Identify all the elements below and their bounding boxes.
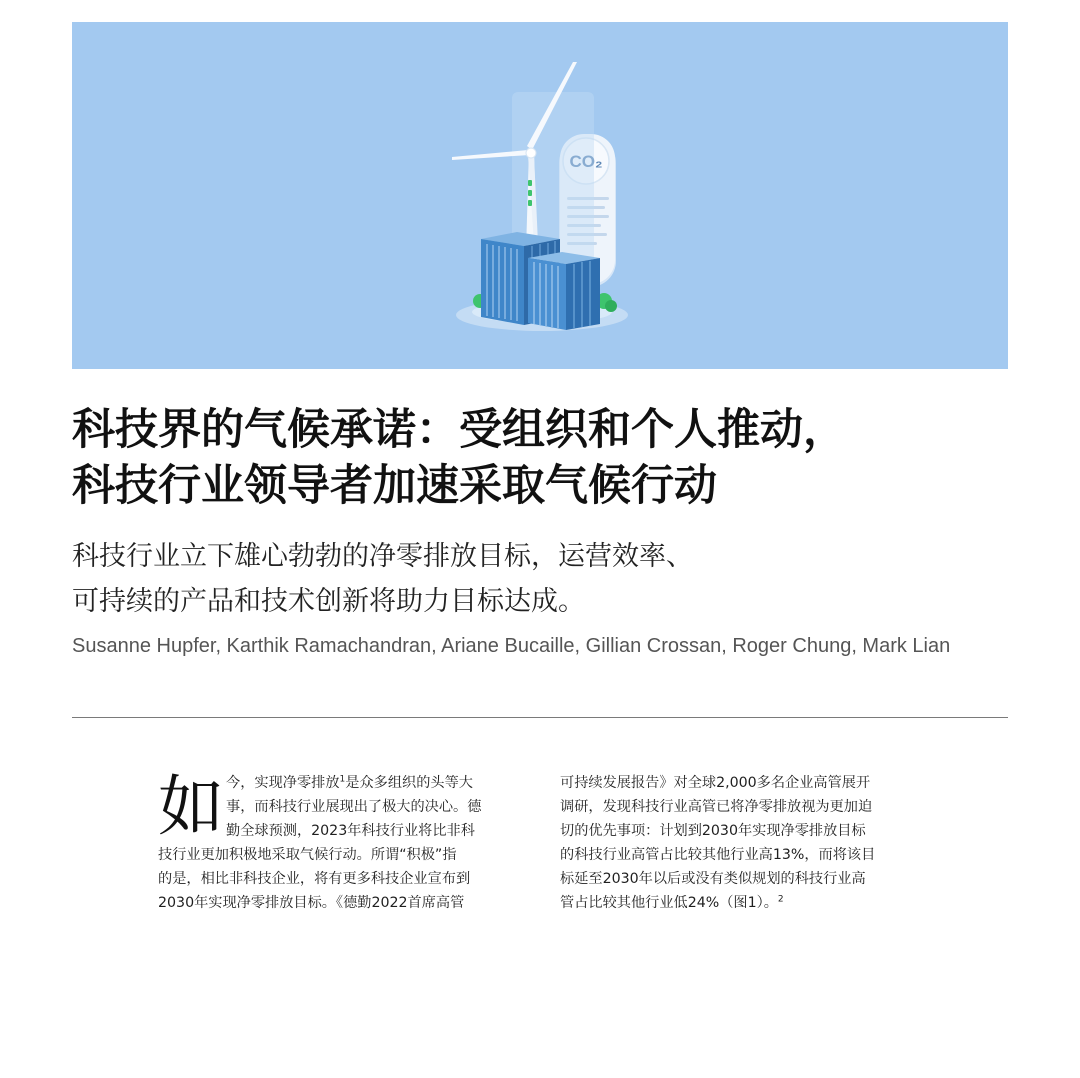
body-column-2 [560,771,930,915]
body-line: 的科技行业高管占比较其他行业高13%，而将该目 [560,847,876,863]
title-line-1: 科技界的气候承诺：受组织和个人推动， [72,405,846,455]
authors-byline: Susanne Hupfer, Karthik Ramachandran, Ariane Bucaille, Gillian Crossan, Roger Chung, Mark Lian [72,635,951,657]
co2-label: CO₂ [569,152,603,171]
body-line: 技行业更加积极地采取气候行动。所谓“积极”指 [158,847,457,863]
title-line-2: 科技行业领导者加速采取气候行动 [72,461,717,511]
subtitle-line-2: 可持续的产品和技术创新将助力目标达成。 [72,586,585,617]
wind-datacenter-illustration [72,22,1008,369]
body-line: 2030年实现净零排放目标。《德勤2022首席高管 [158,895,465,911]
body-column-1 [158,768,510,915]
footnote-ref-2[interactable]: 2 [777,894,784,905]
footnote-ref-1[interactable]: 1 [339,774,346,785]
body-line: 管占比较其他行业低24%（图1）。$^2$ [560,894,784,911]
drop-cap: 如 [158,768,224,845]
body-line: 的是，相比非科技企业，将有更多科技企业宣布到 [158,871,471,887]
subtitle-line-1: 科技行业立下雄心勃勃的净零排放目标，运营效率、 [72,541,693,572]
body-line: 事，而科技行业展现出了极大的决心。德 [226,799,482,815]
body-line: 调研，发现科技行业高管已将净零排放视为更加迫 [560,799,873,815]
article-title [72,402,1012,514]
hero-illustration [72,22,1008,369]
body-line: 切的优先事项：计划到2030年实现净零排放目标 [560,823,866,839]
body-line: 标延至2030年以后或没有类似规划的科技行业高 [560,871,866,887]
body-line: 可持续发展报告》对全球2,000多名企业高管展开 [560,775,871,791]
section-divider [72,717,1008,718]
article-subtitle [72,534,1012,624]
body-line: 今，实现净零排放$^1$是众多组织的头等大 [226,774,473,791]
body-line: 勤全球预测，2023年科技行业将比非科 [226,823,475,839]
